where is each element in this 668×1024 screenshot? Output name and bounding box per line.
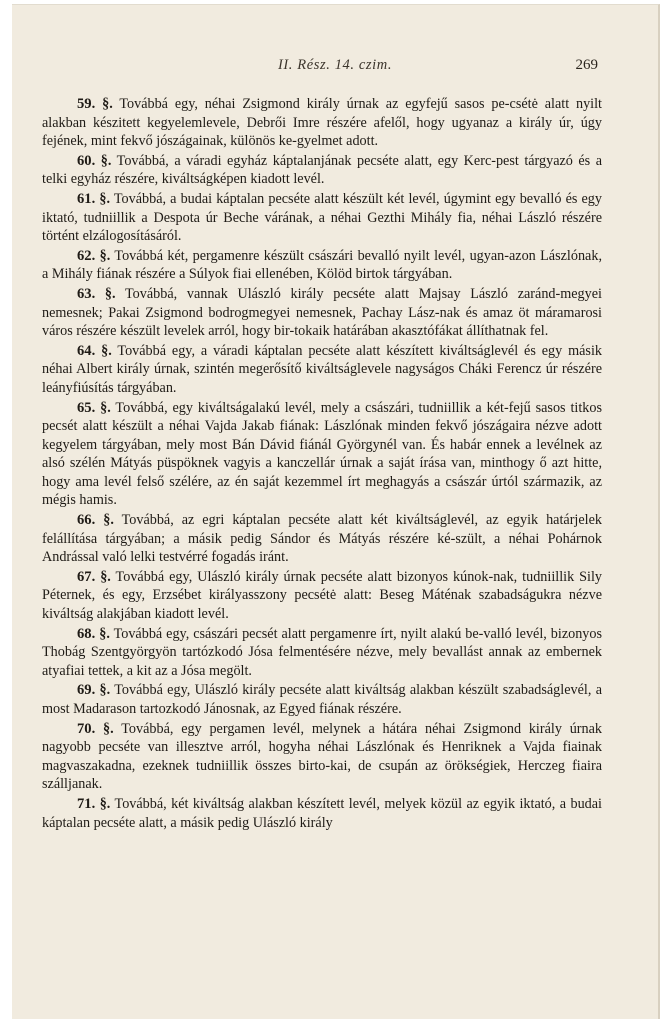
section-sign: §. bbox=[101, 342, 112, 359]
paragraph-text: Továbbá, a váradi egyház káptalanjának pecséte alatt, egy Kerc-pest tárgyazó és a telki egyház részére, kiváltságképen kiadott levél. bbox=[42, 152, 602, 188]
paragraph-number: 64. bbox=[77, 342, 96, 359]
paragraph-65 bbox=[42, 399, 602, 511]
paragraph-number: 65. bbox=[77, 399, 96, 416]
section-sign: §. bbox=[99, 795, 111, 812]
page-number: 269 bbox=[575, 57, 598, 73]
section-sign: §. bbox=[99, 625, 110, 642]
paragraph-number: 60. bbox=[77, 152, 96, 169]
paragraph-text: Továbbá egy, császári pecsét alatt pergamenre írt, nyilt alakú be-valló levél, bizonyos Thobág Szentgyörgyön tartózkodó Jósa felmentésére nézve, mely bevallást annak az embernek atyafiai tettek, a kit az a Jósa megölt. bbox=[42, 625, 603, 679]
paragraph-number: 68. bbox=[77, 625, 96, 642]
paragraph-62 bbox=[42, 247, 602, 284]
section-sign: §. bbox=[104, 285, 116, 302]
paragraph-number: 62. bbox=[77, 247, 96, 264]
paragraph-66 bbox=[42, 511, 602, 567]
paragraph-71 bbox=[42, 795, 602, 832]
paragraph-text: Továbbá egy, Ulászló király pecséte alatt kiváltság alakban készült szabadságlevél, a most Madarason tartozkodó Jánosnak, az Egyed fiának részére. bbox=[42, 682, 602, 717]
paragraph-64 bbox=[42, 342, 602, 398]
running-title: II. Rész. 14. czim. bbox=[277, 57, 393, 73]
body-text bbox=[42, 95, 602, 832]
paragraph-number: 69. bbox=[77, 682, 96, 699]
paragraph-text: Továbbá, a budai káptalan pecséte alatt készült két levél, úgymint egy bevalló és egy iktató, tudniillik a Despota úr Beche várának, a néhai Gezthi Mihály fia, néhai László részére történt elzálogosításáról. bbox=[42, 190, 602, 245]
paragraph-number: 61. bbox=[77, 190, 96, 207]
paragraph-68 bbox=[42, 625, 602, 681]
section-sign: §. bbox=[99, 682, 111, 699]
paragraph-69 bbox=[42, 681, 602, 718]
paragraph-text: Továbbá két, pergamenre készült császári bevalló nyilt levél, ugyan-azon Lászlónak, a Mihály fiának részére a Súlyok fiai ellenében, Kölöd birtok tárgyában. bbox=[42, 247, 602, 283]
section-sign: §. bbox=[102, 96, 113, 112]
paragraph-number: 71. bbox=[77, 795, 96, 812]
section-sign: §. bbox=[100, 399, 111, 416]
paragraph-text: Továbbá, két kiváltság alakban készített levél, melyek közül az egyik iktató, a budai káptalan pecséte alatt, a másik pedig Ulászló király bbox=[42, 795, 603, 831]
paragraph-60 bbox=[42, 152, 602, 189]
book-page bbox=[12, 4, 660, 1019]
paragraph-59 bbox=[42, 95, 602, 151]
paragraph-text: Továbbá, vannak Ulászló király pecséte alatt Majsay László zaránd-megyei nemesnek; Pakai Zsigmond bodrogmegyei nemesnek, Pachay Lász-nak és amaz öt máramarosi város részére készült levelek arról, hogy bir-tokaik határában akasztófákat állíthatnak fel. bbox=[42, 285, 602, 340]
section-sign: §. bbox=[103, 512, 114, 529]
paragraph-text: Továbbá, egy pergamen levél, melynek a hátára néhai Zsigmond király úrnak nagyobb pecséte van illesztve arról, hogyha néhai Lászlónak és Henriknek a Vajda fiainak magvaszakadna, ezeknek tudniillik összes birto-kai, de csupán az örökségiek, Herczeg fiaira szálljanak. bbox=[42, 720, 602, 793]
section-sign: §. bbox=[99, 247, 111, 264]
paragraph-number: 67. bbox=[77, 568, 96, 585]
paragraph-67 bbox=[42, 568, 602, 624]
paragraph-text: Továbbá egy, Ulászló király úrnak pecséte alatt bizonyos kúnok-nak, tudniillik Sily Péternek, és egy, Erzsébet királyasszony pecsétė alatt: Beseg Máténak szabadságukra nézve kiváltság alakjában kiadott levél. bbox=[42, 568, 603, 623]
paragraph-number: 66. bbox=[77, 512, 96, 529]
paragraph-61 bbox=[42, 190, 602, 246]
paragraph-text: Továbbá egy, a váradi káptalan pecséte alatt készített kiváltságlevél és egy másik néhai Albert király úrnak, szintén megerősítő kiváltságlevele nagyságos Cháki Ferencz úr részére leányfiúsítás tárgyában. bbox=[42, 342, 602, 396]
section-sign: §. bbox=[100, 568, 111, 585]
paragraph-63 bbox=[42, 285, 602, 341]
paragraph-text: Továbbá, az egri káptalan pecséte alatt két kiváltságlevél, az egyik határjelek felállítása tárgyában; a másik pedig Sándor és Mátyás részére ké-szült, a néhai Pohárnok Andrással való lelki testvérré fogadás iránt. bbox=[42, 512, 603, 566]
page-header bbox=[12, 57, 658, 79]
section-sign: §. bbox=[100, 152, 112, 169]
paragraph-number: 59. bbox=[77, 96, 96, 112]
paragraph-70 bbox=[42, 720, 602, 794]
section-sign: §. bbox=[103, 720, 114, 737]
paragraph-text: Továbbá, egy kiváltságalakú levél, mely a császári, tudniillik a két-fejű sasos titkos pecsét alatt készült a néhai Vajda Jakab fiának: Lászlónak minden fekvő jószágaira nézve adott kegyelem tárgyában, mely most Bán Dávid fiánál Györgynél van. És habár ennek a levélnek az alsó szélén Mátyás püspöknek vagyis a kanczellár úrnak a saját írása van, minthogy ő azt hitte, hogy ama levél felső szélére, az én saját kezemmel írt meghagyás a császár úrtól származik, az mégis hamis. bbox=[42, 399, 602, 509]
section-sign: §. bbox=[99, 190, 110, 207]
paragraph-number: 70. bbox=[77, 720, 96, 737]
paragraph-text: Továbbá egy, néhai Zsigmond király úrnak az egyfejű sasos pe-csétė alatt nyilt alakban készitett kegyelemlevele, Debrői Imre részére afelől, hogy ugyanaz a király úr, úgy fejének, mint fekvő jószágainak, különös ke-gyelmet adott. bbox=[42, 96, 603, 150]
paragraph-number: 63. bbox=[77, 285, 96, 302]
